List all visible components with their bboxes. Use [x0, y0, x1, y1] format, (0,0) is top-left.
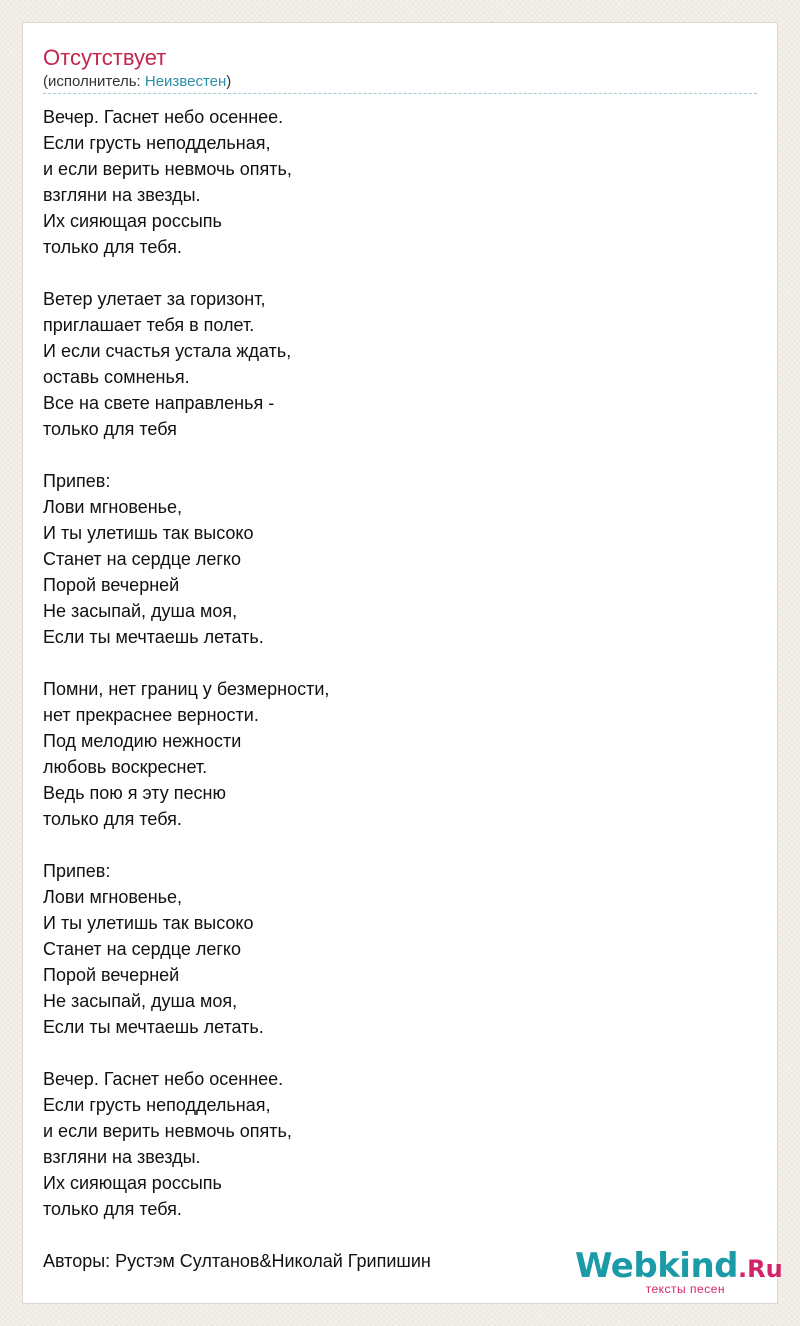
lyric-line: И если счастья устала ждать,	[43, 341, 292, 361]
logo-domain: .Ru	[738, 1255, 783, 1283]
lyric-line: И ты улетишь так высоко	[43, 523, 254, 543]
lyric-line: Припев:	[43, 471, 111, 491]
lyric-line: приглашает тебя в полет.	[43, 315, 255, 335]
lyric-line: Их сияющая россыпь	[43, 211, 222, 231]
lyric-line: Припев:	[43, 861, 111, 881]
lyric-line: только для тебя	[43, 419, 177, 439]
lyric-line: Лови мгновенье,	[43, 887, 183, 907]
song-title: Отсутствует	[43, 45, 167, 70]
title-divider	[43, 93, 757, 94]
lyric-line: И ты улетишь так высоко	[43, 913, 254, 933]
lyric-line: любовь воскреснет.	[43, 757, 208, 777]
lyric-line: Все на свете направленья -	[43, 393, 275, 413]
lyric-line: Их сияющая россыпь	[43, 1173, 222, 1193]
lyric-line: Если ты мечтаешь летать.	[43, 627, 264, 647]
lyric-line: нет прекраснее верности.	[43, 705, 259, 725]
stanza-gap	[43, 832, 743, 858]
lyric-line: Станет на сердце легко	[43, 549, 241, 569]
lyric-line: только для тебя.	[43, 237, 182, 257]
logo-subtitle: тексты песен	[645, 1282, 725, 1296]
lyric-line: только для тебя.	[43, 809, 182, 829]
lyric-line: только для тебя.	[43, 1199, 182, 1219]
lyrics-text	[43, 104, 743, 1222]
lyric-line: взгляни на звезды.	[43, 185, 201, 205]
lyric-line: Лови мгновенье,	[43, 497, 183, 517]
lyric-line: Порой вечерней	[43, 575, 180, 595]
lyric-line: Под мелодию нежности	[43, 731, 242, 751]
lyric-line: оставь сомненья.	[43, 367, 190, 387]
artist-line	[43, 73, 231, 91]
lyric-line: Порой вечерней	[43, 965, 180, 985]
lyric-line: Помни, нет границ у безмерности,	[43, 679, 330, 699]
stanza-gap	[43, 260, 743, 286]
site-logo[interactable]	[575, 1246, 783, 1296]
stanza-gap	[43, 650, 743, 676]
lyric-line: Вечер. Гаснет небо осеннее.	[43, 1069, 284, 1089]
lyric-line: Если грусть неподдельная,	[43, 1095, 271, 1115]
lyric-line: Не засыпай, душа моя,	[43, 601, 238, 621]
song-authors: Авторы: Рустэм Султанов&Николай Грипишин	[43, 1251, 431, 1271]
stanza-gap	[43, 442, 743, 468]
lyric-line: Станет на сердце легко	[43, 939, 241, 959]
logo-wordmark: Webkind	[575, 1246, 738, 1286]
lyric-line: взгляни на звезды.	[43, 1147, 201, 1167]
lyric-line: Не засыпай, душа моя,	[43, 991, 238, 1011]
lyric-line: и если верить невмочь опять,	[43, 159, 292, 179]
stanza-chorus-2	[43, 858, 743, 1040]
stanza-verse-2	[43, 286, 743, 442]
lyric-line: и если верить невмочь опять,	[43, 1121, 292, 1141]
lyric-line: Ветер улетает за горизонт,	[43, 289, 266, 309]
stanza-gap	[43, 1040, 743, 1066]
artist-prefix: (исполнитель:	[43, 73, 145, 90]
artist-suffix: )	[226, 73, 232, 90]
artist-link[interactable]: Неизвестен	[144, 73, 227, 90]
stanza-verse-4	[43, 1066, 743, 1222]
lyric-line: Ведь пою я эту песню	[43, 783, 226, 803]
lyric-line: Если грусть неподдельная,	[43, 133, 271, 153]
stanza-verse-3	[43, 676, 743, 832]
stanza-verse-1	[43, 104, 743, 260]
stanza-chorus-1	[43, 468, 743, 650]
lyric-line: Если ты мечтаешь летать.	[43, 1017, 264, 1037]
lyric-line: Вечер. Гаснет небо осеннее.	[43, 107, 284, 127]
lyrics-card	[22, 22, 783, 1304]
